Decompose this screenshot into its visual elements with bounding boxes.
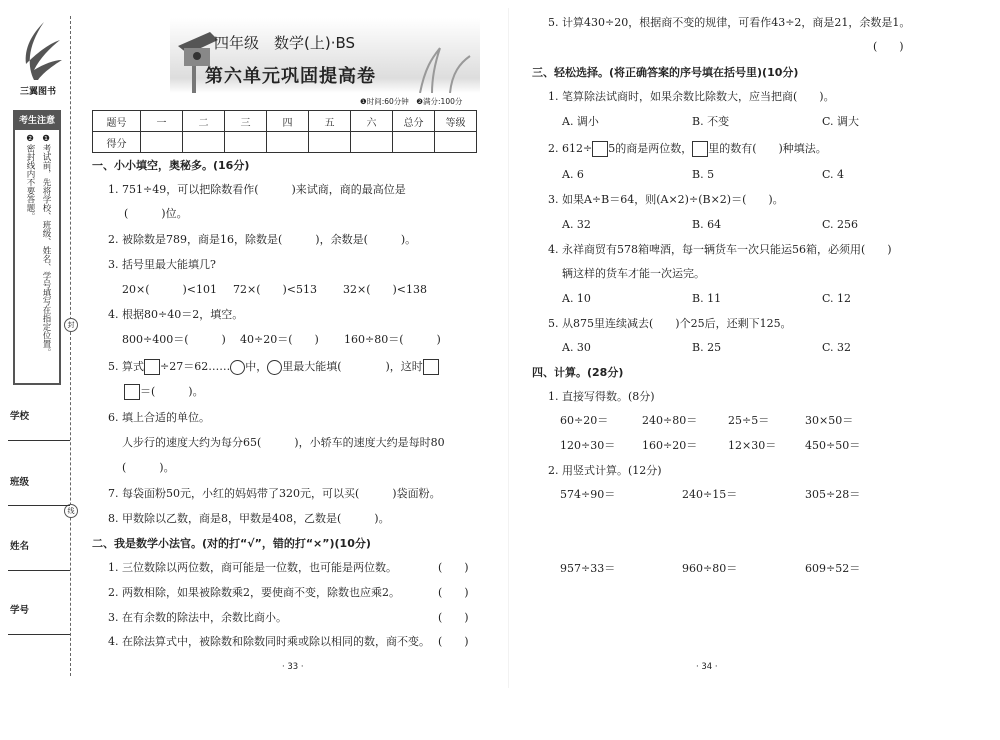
notice-item-2: ❷密封线内不要答题。 [25, 134, 35, 221]
calc-item: 450÷50＝ [805, 439, 861, 452]
seal-line [70, 16, 71, 676]
question-2: 2. 被除数是789，商是16，除数是( )，余数是( )。 [108, 233, 417, 246]
option[interactable]: A. 32 [562, 218, 591, 231]
name-label: 姓名 [10, 541, 30, 552]
option[interactable]: A. 调小 [562, 115, 599, 128]
option[interactable]: B. 11 [692, 292, 722, 305]
option[interactable]: B. 64 [692, 218, 722, 231]
answer-paren[interactable]: ( ) [438, 561, 469, 574]
student-id-label: 学号 [10, 605, 30, 616]
choice-question-3: 3. 如果A÷B＝64，则(A×2)÷(B×2)＝( )。 [548, 193, 784, 206]
answer-paren[interactable]: ( ) [438, 611, 469, 624]
option[interactable]: C. 调大 [822, 115, 860, 128]
question-3-item: 20×( )<101 [122, 283, 218, 296]
calc-item: 12×30＝ [728, 439, 777, 452]
page-title: 第六单元巩固提高卷 [205, 66, 376, 87]
answer-circle[interactable] [267, 360, 282, 375]
vertical-calc-item: 960÷80＝ [682, 562, 738, 575]
judge-question-2: 2. 两数相除，如果被除数乘2，要使商不变，除数也应乘2。 [108, 586, 400, 599]
page-number: · 34 · [696, 662, 718, 672]
exam-notice-box [13, 110, 61, 385]
question-7: 7. 每袋面粉50元，小红的妈妈带了320元，可以买( )袋面粉。 [108, 487, 441, 500]
question-8: 8. 甲数除以乙数，商是8，甲数是408，乙数是( )。 [108, 512, 390, 525]
class-label: 班级 [10, 477, 30, 488]
score-input-cell[interactable] [267, 132, 309, 153]
question-1: 1. 751÷49，可以把除数看作( )来试商，商的最高位是 [108, 183, 406, 196]
score-input-cell[interactable] [435, 132, 477, 153]
question-5-text: 里最大能填( )，这时 [282, 360, 423, 373]
question-4: 4. 根据80÷40＝2，填空。 [108, 308, 244, 321]
answer-box[interactable] [423, 359, 439, 375]
choice-question-4-cont: 辆这样的货车才能一次运完。 [562, 267, 705, 280]
student-id-field[interactable] [8, 634, 70, 635]
seal-mark-1: 封 [64, 318, 78, 332]
judge-question-5: 5. 计算430÷20，根据商不变的规律，可看作43÷2，商是21，余数是1。 [548, 16, 911, 29]
vertical-calc-item: 574÷90＝ [560, 488, 616, 501]
score-table [92, 110, 477, 153]
question-4-item: 40÷20＝( ) [240, 333, 319, 346]
subject-heading: 四年级 数学(上)·BS [214, 34, 356, 52]
calc-part-1-heading: 1. 直接写得数。(8分) [548, 390, 655, 403]
question-4-item: 800÷400＝( ) [122, 333, 226, 346]
question-text: 5的商是两位数， [608, 142, 693, 155]
question-3-item: 32×( )<138 [343, 283, 428, 296]
notice-title: 考生注意 [15, 112, 59, 130]
answer-box[interactable] [124, 384, 140, 400]
binding-margin [0, 0, 80, 740]
question-text: 2. 612÷ [548, 142, 593, 155]
score-input-cell[interactable] [393, 132, 435, 153]
brand-name: 三翼图书 [19, 87, 56, 97]
answer-circle[interactable] [230, 360, 245, 375]
score-input-cell[interactable] [183, 132, 225, 153]
section-4-heading: 四、计算。(28分) [532, 366, 624, 379]
table-cell: 题号 [93, 111, 141, 132]
choice-question-5: 5. 从875里连续减去( )个25后，还剩下125。 [548, 317, 792, 330]
answer-box[interactable] [692, 141, 708, 157]
table-cell: 六 [351, 111, 393, 132]
option[interactable]: C. 12 [822, 292, 852, 305]
calc-item: 160÷20＝ [642, 439, 698, 452]
calc-item: 60÷20＝ [560, 414, 609, 427]
choice-question-4: 4. 永祥商贸有578箱啤酒，每一辆货车一次只能运56箱，必须用( ) [548, 243, 892, 256]
time-score-info: ❶时间:60分钟 ❷满分:100分 [360, 97, 463, 106]
judge-question-4: 4. 在除法算式中，被除数和除数同时乘或除以相同的数，商不变。 [108, 635, 430, 648]
table-cell: 一 [141, 111, 183, 132]
brand-logo-icon [14, 18, 66, 92]
answer-paren[interactable]: ( ) [438, 586, 469, 599]
section-3-heading: 三、轻松选择。(将正确答案的序号填在括号里)(10分) [532, 66, 799, 79]
option[interactable]: A. 6 [562, 168, 584, 181]
question-5-text: ÷27＝62…… [160, 360, 231, 373]
name-field[interactable] [8, 570, 70, 571]
score-input-cell[interactable] [309, 132, 351, 153]
option[interactable]: C. 256 [822, 218, 859, 231]
question-5-text: 5. 算式 [108, 360, 144, 373]
calc-item: 240÷80＝ [642, 414, 698, 427]
table-cell: 四 [267, 111, 309, 132]
calc-item: 30×50＝ [805, 414, 854, 427]
answer-box[interactable] [592, 141, 608, 157]
calc-item: 25÷5＝ [728, 414, 770, 427]
question-3-item: 72×( )<513 [233, 283, 318, 296]
table-cell: 得分 [93, 132, 141, 153]
vertical-calc-item: 957÷33＝ [560, 562, 616, 575]
table-cell: 二 [183, 111, 225, 132]
seal-mark-2: 线 [64, 504, 78, 518]
table-cell: 等级 [435, 111, 477, 132]
score-input-cell[interactable] [141, 132, 183, 153]
score-input-cell[interactable] [225, 132, 267, 153]
question-6: 6. 填上合适的单位。 [108, 411, 210, 424]
question-1-cont: ( )位。 [124, 207, 188, 220]
table-cell: 三 [225, 111, 267, 132]
judge-question-3: 3. 在有余数的除法中，余数比商小。 [108, 611, 287, 624]
option[interactable]: B. 25 [692, 341, 722, 354]
question-text: 里的数有( )种填法。 [708, 142, 827, 155]
answer-box[interactable] [144, 359, 160, 375]
vertical-calc-item: 240÷15＝ [682, 488, 738, 501]
class-field[interactable] [8, 505, 70, 506]
option[interactable]: C. 32 [822, 341, 852, 354]
table-cell: 总分 [393, 111, 435, 132]
option[interactable]: C. 4 [822, 168, 845, 181]
question-4-item: 160÷80＝( ) [344, 333, 441, 346]
page-number: · 33 · [282, 662, 304, 672]
calc-part-2-heading: 2. 用竖式计算。(12分) [548, 464, 662, 477]
answer-paren[interactable]: ( ) [438, 635, 469, 648]
question-5 [108, 359, 439, 375]
school-label: 学校 [10, 411, 30, 422]
score-input-cell[interactable] [351, 132, 393, 153]
notice-item-1: ❶考试前，先将学校、班级、姓名、学号填写在指定位置。 [41, 134, 51, 357]
choice-question-2 [548, 141, 827, 157]
school-field[interactable] [8, 440, 70, 441]
calc-item: 120÷30＝ [560, 439, 616, 452]
option[interactable]: A. 30 [562, 341, 591, 354]
answer-paren[interactable]: ( ) [873, 40, 904, 53]
option[interactable]: B. 5 [692, 168, 715, 181]
question-5-text: 中， [245, 360, 268, 373]
vertical-calc-item: 609÷52＝ [805, 562, 861, 575]
table-cell: 五 [309, 111, 351, 132]
vertical-calc-item: 305÷28＝ [805, 488, 861, 501]
choice-question-1: 1. 笔算除法试商时，如果余数比除数大，应当把商( )。 [548, 90, 835, 103]
page-divider [508, 8, 509, 688]
section-2-heading: 二、我是数学小法官。(对的打“√”，错的打“×”)(10分) [92, 537, 371, 550]
question-5-text: ＝( )。 [140, 385, 204, 398]
score-table-header-row [93, 111, 477, 132]
option[interactable]: A. 10 [562, 292, 591, 305]
section-1-heading: 一、小小填空，奥秘多。(16分) [92, 159, 250, 172]
judge-question-1: 1. 三位数除以两位数，商可能是一位数，也可能是两位数。 [108, 561, 397, 574]
option[interactable]: B. 不变 [692, 115, 730, 128]
question-5-cont [124, 384, 204, 400]
question-6-line: ( )。 [122, 461, 175, 474]
score-table-score-row [93, 132, 477, 153]
question-6-line: 人步行的速度大约为每分65( )，小轿车的速度大约是每时80 [122, 436, 445, 449]
question-3: 3. 括号里最大能填几? [108, 258, 216, 271]
